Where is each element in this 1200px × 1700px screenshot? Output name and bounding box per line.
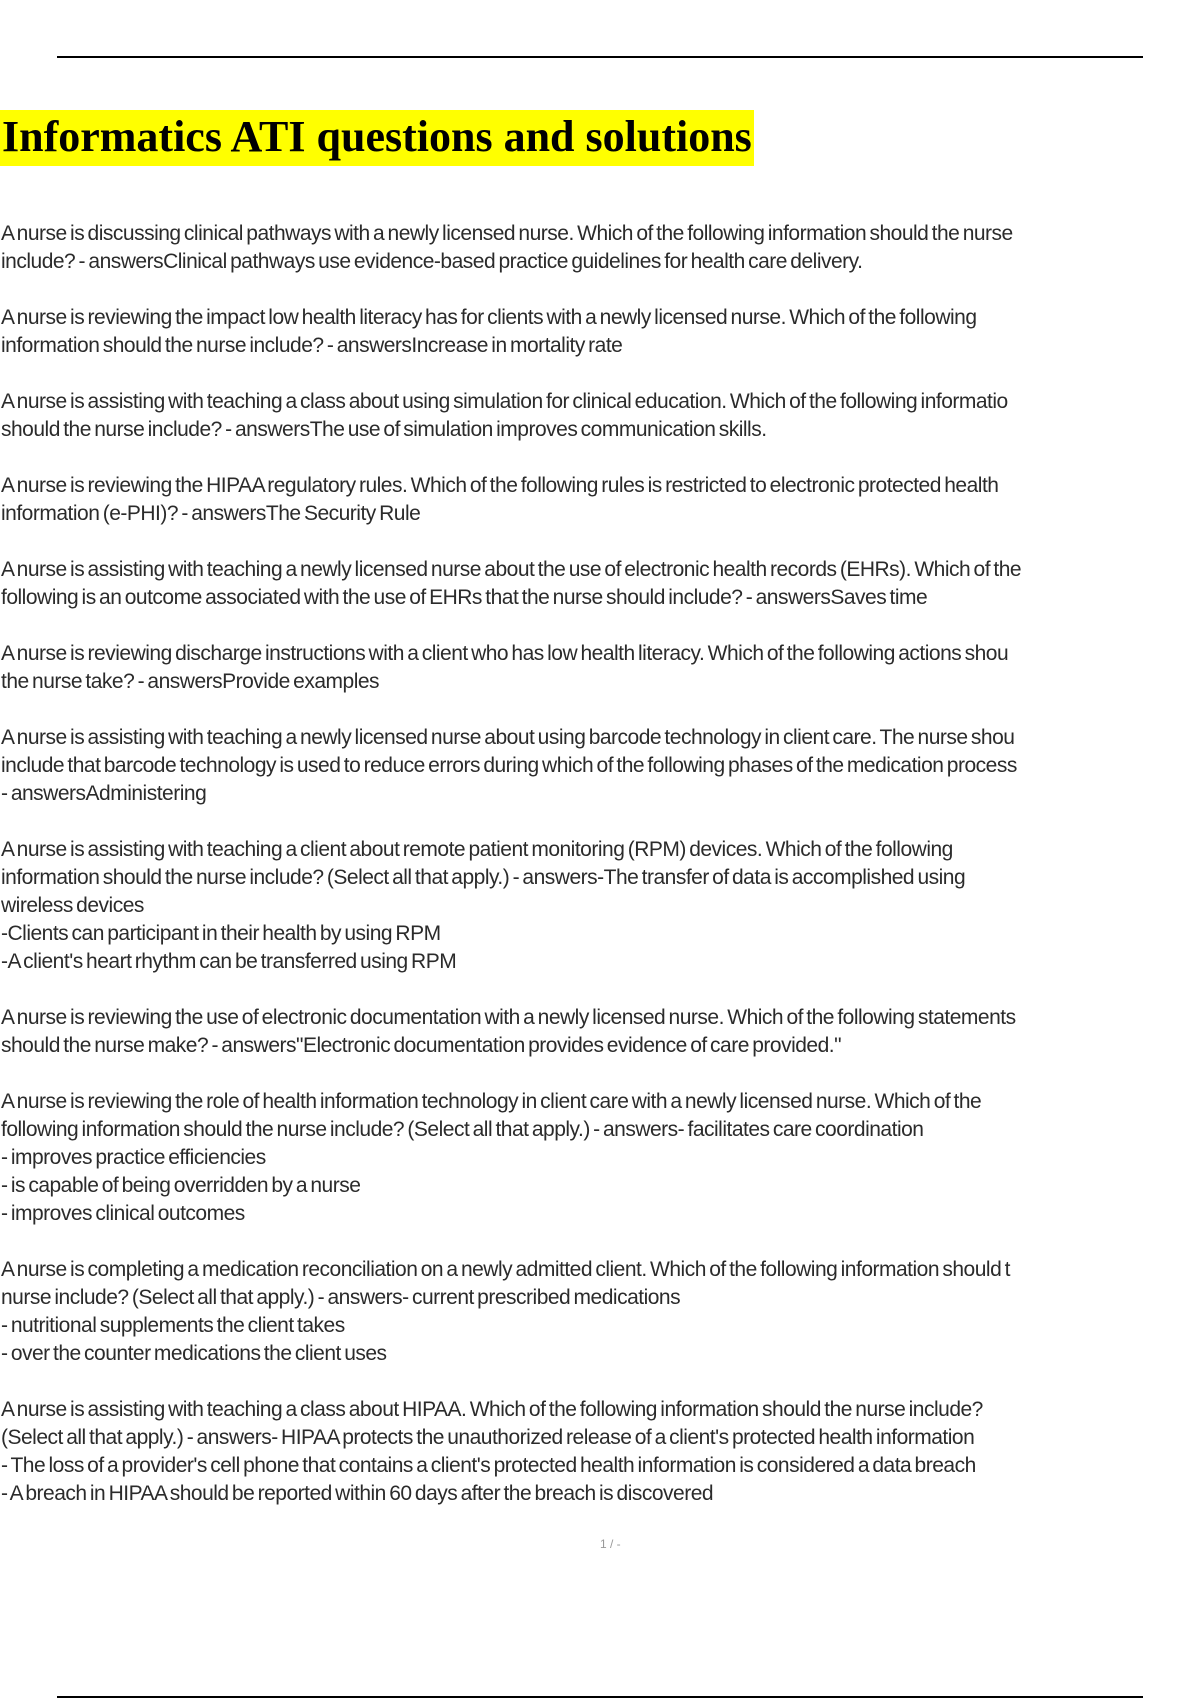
top-rule <box>57 56 1143 58</box>
qa-item <box>1 1004 1200 1060</box>
qa-line: - A breach in HIPAA should be reported within 60 days after the breach is discovered <box>1 1482 714 1505</box>
qa-line: A nurse is assisting with teaching a class about using simulation for clinical education. Which of the following informatio <box>1 390 1008 413</box>
qa-item <box>1 640 1200 696</box>
qa-line: A nurse is assisting with teaching a client about remote patient monitoring (RPM) devices. Which of the following <box>1 838 953 861</box>
qa-item <box>1 304 1200 360</box>
qa-item <box>1 220 1200 276</box>
qa-line: A nurse is assisting with teaching a newly licensed nurse about using barcode technology in client care. The nurse shou <box>1 726 1015 749</box>
qa-line: A nurse is reviewing the impact low health literacy has for clients with a newly licensed nurse. Which of the following <box>1 306 977 329</box>
qa-line: nurse include? (Select all that apply.) - answers- current prescribed medications <box>1 1286 681 1309</box>
qa-line: A nurse is discussing clinical pathways with a newly licensed nurse. Which of the following information should the nurse <box>1 222 1013 245</box>
qa-line: - nutritional supplements the client takes <box>1 1314 345 1337</box>
qa-line: A nurse is reviewing the use of electronic documentation with a newly licensed nurse. Which of the following statements <box>1 1006 1016 1029</box>
qa-line: - The loss of a provider's cell phone that contains a client's protected health information is considered a data breach <box>1 1454 976 1477</box>
qa-line: wireless devices <box>1 894 144 917</box>
qa-line: - is capable of being overridden by a nurse <box>1 1174 361 1197</box>
qa-line: should the nurse include? - answersThe use of simulation improves communication skills. <box>1 418 767 441</box>
qa-line: (Select all that apply.) - answers- HIPAA protects the unauthorized release of a client's protected health information <box>1 1426 975 1449</box>
qa-line: - improves clinical outcomes <box>1 1202 245 1225</box>
qa-line: - answersAdministering <box>1 782 207 805</box>
question-answer-list <box>1 220 1200 1536</box>
qa-line: include that barcode technology is used to reduce errors during which of the following phases of the medication process <box>1 754 1017 777</box>
page-number: 1 / - <box>600 1537 621 1551</box>
qa-line: information (e-PHI)? - answersThe Security Rule <box>1 502 421 525</box>
qa-line: A nurse is reviewing the role of health information technology in client care with a newly licensed nurse. Which of the <box>1 1090 982 1113</box>
qa-line: include? - answersClinical pathways use evidence-based practice guidelines for health care delivery. <box>1 250 863 273</box>
qa-item <box>1 556 1200 612</box>
qa-line: the nurse take? - answersProvide examples <box>1 670 380 693</box>
qa-item <box>1 724 1200 808</box>
qa-line: A nurse is assisting with teaching a class about HIPAA. Which of the following information should the nurse include? <box>1 1398 983 1421</box>
qa-line: - over the counter medications the client uses <box>1 1342 387 1365</box>
qa-line: information should the nurse include? (Select all that apply.) - answers-The transfer of data is accomplished using <box>1 866 966 889</box>
qa-line: following information should the nurse include? (Select all that apply.) - answers- facilitates care coordination <box>1 1118 924 1141</box>
qa-item <box>1 1256 1200 1368</box>
qa-line: -Clients can participant in their health by using RPM <box>1 922 441 945</box>
qa-line: A nurse is assisting with teaching a newly licensed nurse about the use of electronic health records (EHRs). Which of the <box>1 558 1022 581</box>
qa-line: A nurse is reviewing discharge instructions with a client who has low health literacy. Which of the following actions shou <box>1 642 1009 665</box>
qa-line: - improves practice efficiencies <box>1 1146 266 1169</box>
qa-item <box>1 472 1200 528</box>
qa-line: following is an outcome associated with the use of EHRs that the nurse should include? - answersSaves time <box>1 586 928 609</box>
bottom-rule <box>57 1696 1143 1698</box>
qa-item <box>1 836 1200 976</box>
qa-line: -A client's heart rhythm can be transferred using RPM <box>1 950 457 973</box>
qa-item <box>1 1396 1200 1508</box>
qa-line: A nurse is completing a medication reconciliation on a newly admitted client. Which of the following information should t <box>1 1258 1010 1281</box>
qa-line: should the nurse make? - answers"Electronic documentation provides evidence of care provided." <box>1 1034 842 1057</box>
qa-line: A nurse is reviewing the HIPAA regulatory rules. Which of the following rules is restricted to electronic protected health <box>1 474 999 497</box>
qa-item <box>1 1088 1200 1228</box>
document-title: Informatics ATI questions and solutions <box>0 110 754 166</box>
qa-line: information should the nurse include? - answersIncrease in mortality rate <box>1 334 623 357</box>
qa-item <box>1 388 1200 444</box>
